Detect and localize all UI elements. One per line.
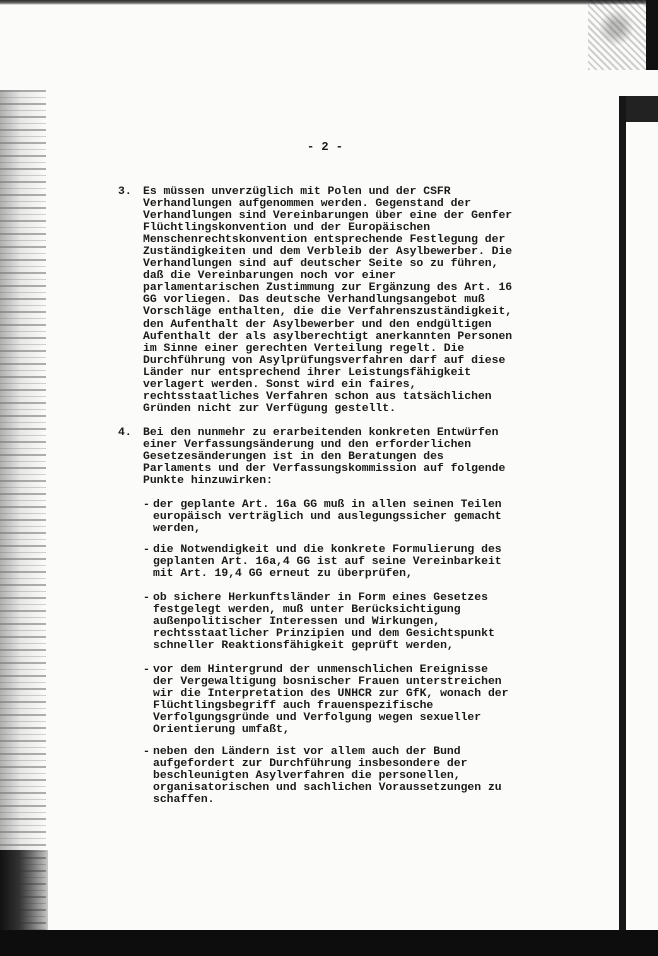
- text-line: daß die Vereinbarungen noch vor einer: [143, 270, 396, 283]
- text-line: ob sichere Herkunftsländer in Form eines Gesetzes: [153, 592, 488, 604]
- text-line: Orientierung umfaßt,: [153, 724, 290, 737]
- page-number: - 2 -: [307, 140, 344, 154]
- bullet-paragraph: [153, 664, 573, 736]
- text-line: einer Verfassungsänderung und den erforderlichen: [143, 439, 472, 452]
- scan-bottom-band: [0, 930, 658, 956]
- text-line: schneller Reaktionsfähigkeit geprüft werden,: [153, 640, 454, 653]
- scan-right-bar: [619, 96, 626, 930]
- bullet-paragraph: [153, 499, 573, 535]
- text-line: beschleunigten Asylverfahren die personellen,: [153, 770, 461, 783]
- scan-left-edge-noise: [0, 90, 46, 930]
- text-line: geplanten Art. 16a,4 GG ist auf seine Vereinbarkeit: [153, 556, 502, 569]
- text-line: rechtsstaatliches Verfahren schon aus tatsächlichen: [143, 390, 492, 403]
- item-number: 4.: [118, 427, 132, 439]
- text-line: Länder nur entsprechend ihrer Leistungsfähigkeit: [143, 366, 472, 379]
- text-line: GG vorliegen. Das deutsche Verhandlungsangebot muß: [143, 294, 485, 307]
- text-line: Menschenrechtskonvention entsprechende Festlegung der: [143, 234, 506, 247]
- scan-right-bar-cap: [626, 96, 658, 122]
- text-line: die Notwendigkeit und die konkrete Formulierung des: [153, 544, 502, 556]
- scan-left-edge-shadow: [0, 850, 48, 930]
- text-line: festgelegt werden, muß unter Berücksichtigung: [153, 604, 461, 617]
- text-line: mit Art. 19,4 GG erneut zu überprüfen,: [153, 568, 413, 581]
- text-line: wir die Interpretation des UNHCR zur GfK, wonach der: [153, 688, 509, 701]
- scan-right-edge: [646, 0, 658, 70]
- text-line: im Sinne einer gerechten Verteilung regelt. Die: [143, 342, 465, 355]
- text-line: der Vergewaltigung bosnischer Frauen unterstreichen: [153, 676, 502, 689]
- text-line: parlamentarischen Zustimmung zur Ergänzung des Art. 16: [143, 282, 513, 295]
- bullet-dash: -: [143, 499, 150, 511]
- scan-top-edge: [0, 0, 658, 5]
- text-line: verlagert werden. Sonst wird ein faires,: [143, 378, 417, 391]
- text-line: Punkte hinzuwirken:: [143, 475, 273, 488]
- text-line: Flüchtlingsbegriff auch frauenspezifische: [153, 700, 434, 713]
- bullet-paragraph: [153, 746, 573, 806]
- text-line: Verfolgungsgründe und Verfolgung wegen sexueller: [153, 712, 482, 725]
- text-line: vor dem Hintergrund der unmenschlichen Ereignisse: [153, 664, 488, 676]
- item-paragraph: [143, 186, 563, 415]
- text-line: Aufenthalt der als asylberechtigt anerkannten Personen: [143, 330, 513, 343]
- text-line: Bei den nunmehr zu erarbeitenden konkreten Entwürfen: [143, 427, 499, 439]
- text-line: Gesetzesänderungen ist in den Beratungen des: [143, 451, 444, 464]
- text-line: Es müssen unverzüglich mit Polen und der CSFR: [143, 186, 451, 198]
- text-line: Zuständigkeiten und dem Verbleib der Asylbewerber. Die: [143, 246, 513, 259]
- bullet-dash: -: [143, 746, 150, 758]
- text-line: schaffen.: [153, 794, 215, 807]
- text-line: rechtsstaatlicher Prinzipien und dem Gesichtspunkt: [153, 628, 495, 641]
- text-line: Durchführung von Asylprüfungsverfahren darf auf diese: [143, 354, 506, 367]
- bullet-paragraph: [153, 544, 573, 580]
- text-line: außenpolitischer Interessen und Wirkungen,: [153, 616, 441, 629]
- text-line: der geplante Art. 16a GG muß in allen seinen Teilen: [153, 499, 502, 511]
- text-line: aufgefordert zur Durchführung insbesondere der: [153, 758, 468, 771]
- text-line: europäisch verträglich und auslegungssicher gemacht: [153, 511, 502, 524]
- text-line: Vorschläge enthalten, die die Verfahrenszuständigkeit,: [143, 306, 513, 319]
- item-paragraph: [143, 427, 563, 487]
- text-line: Verhandlungen sind auf deutscher Seite so zu führen,: [143, 258, 499, 271]
- text-line: organisatorischen und sachlichen Voraussetzungen zu: [153, 782, 502, 795]
- item-number: 3.: [118, 186, 132, 198]
- bullet-dash: -: [143, 544, 150, 556]
- text-line: werden,: [153, 523, 201, 536]
- text-line: Gründen nicht zur Verfügung gestellt.: [143, 402, 396, 415]
- text-line: Flüchtlingskonvention und der Europäischen: [143, 222, 431, 235]
- text-line: Verhandlungen aufgenommen werden. Gegenstand der: [143, 198, 472, 211]
- bullet-dash: -: [143, 664, 150, 676]
- bullet-paragraph: [153, 592, 573, 652]
- text-line: neben den Ländern ist vor allem auch der Bund: [153, 746, 461, 758]
- text-line: Parlaments und der Verfassungskommission auf folgende: [143, 463, 506, 476]
- bullet-dash: -: [143, 592, 150, 604]
- text-line: Verhandlungen sind Vereinbarungen über eine der Genfer: [143, 210, 513, 223]
- text-line: den Aufenthalt der Asylbewerber und den endgültigen: [143, 318, 492, 331]
